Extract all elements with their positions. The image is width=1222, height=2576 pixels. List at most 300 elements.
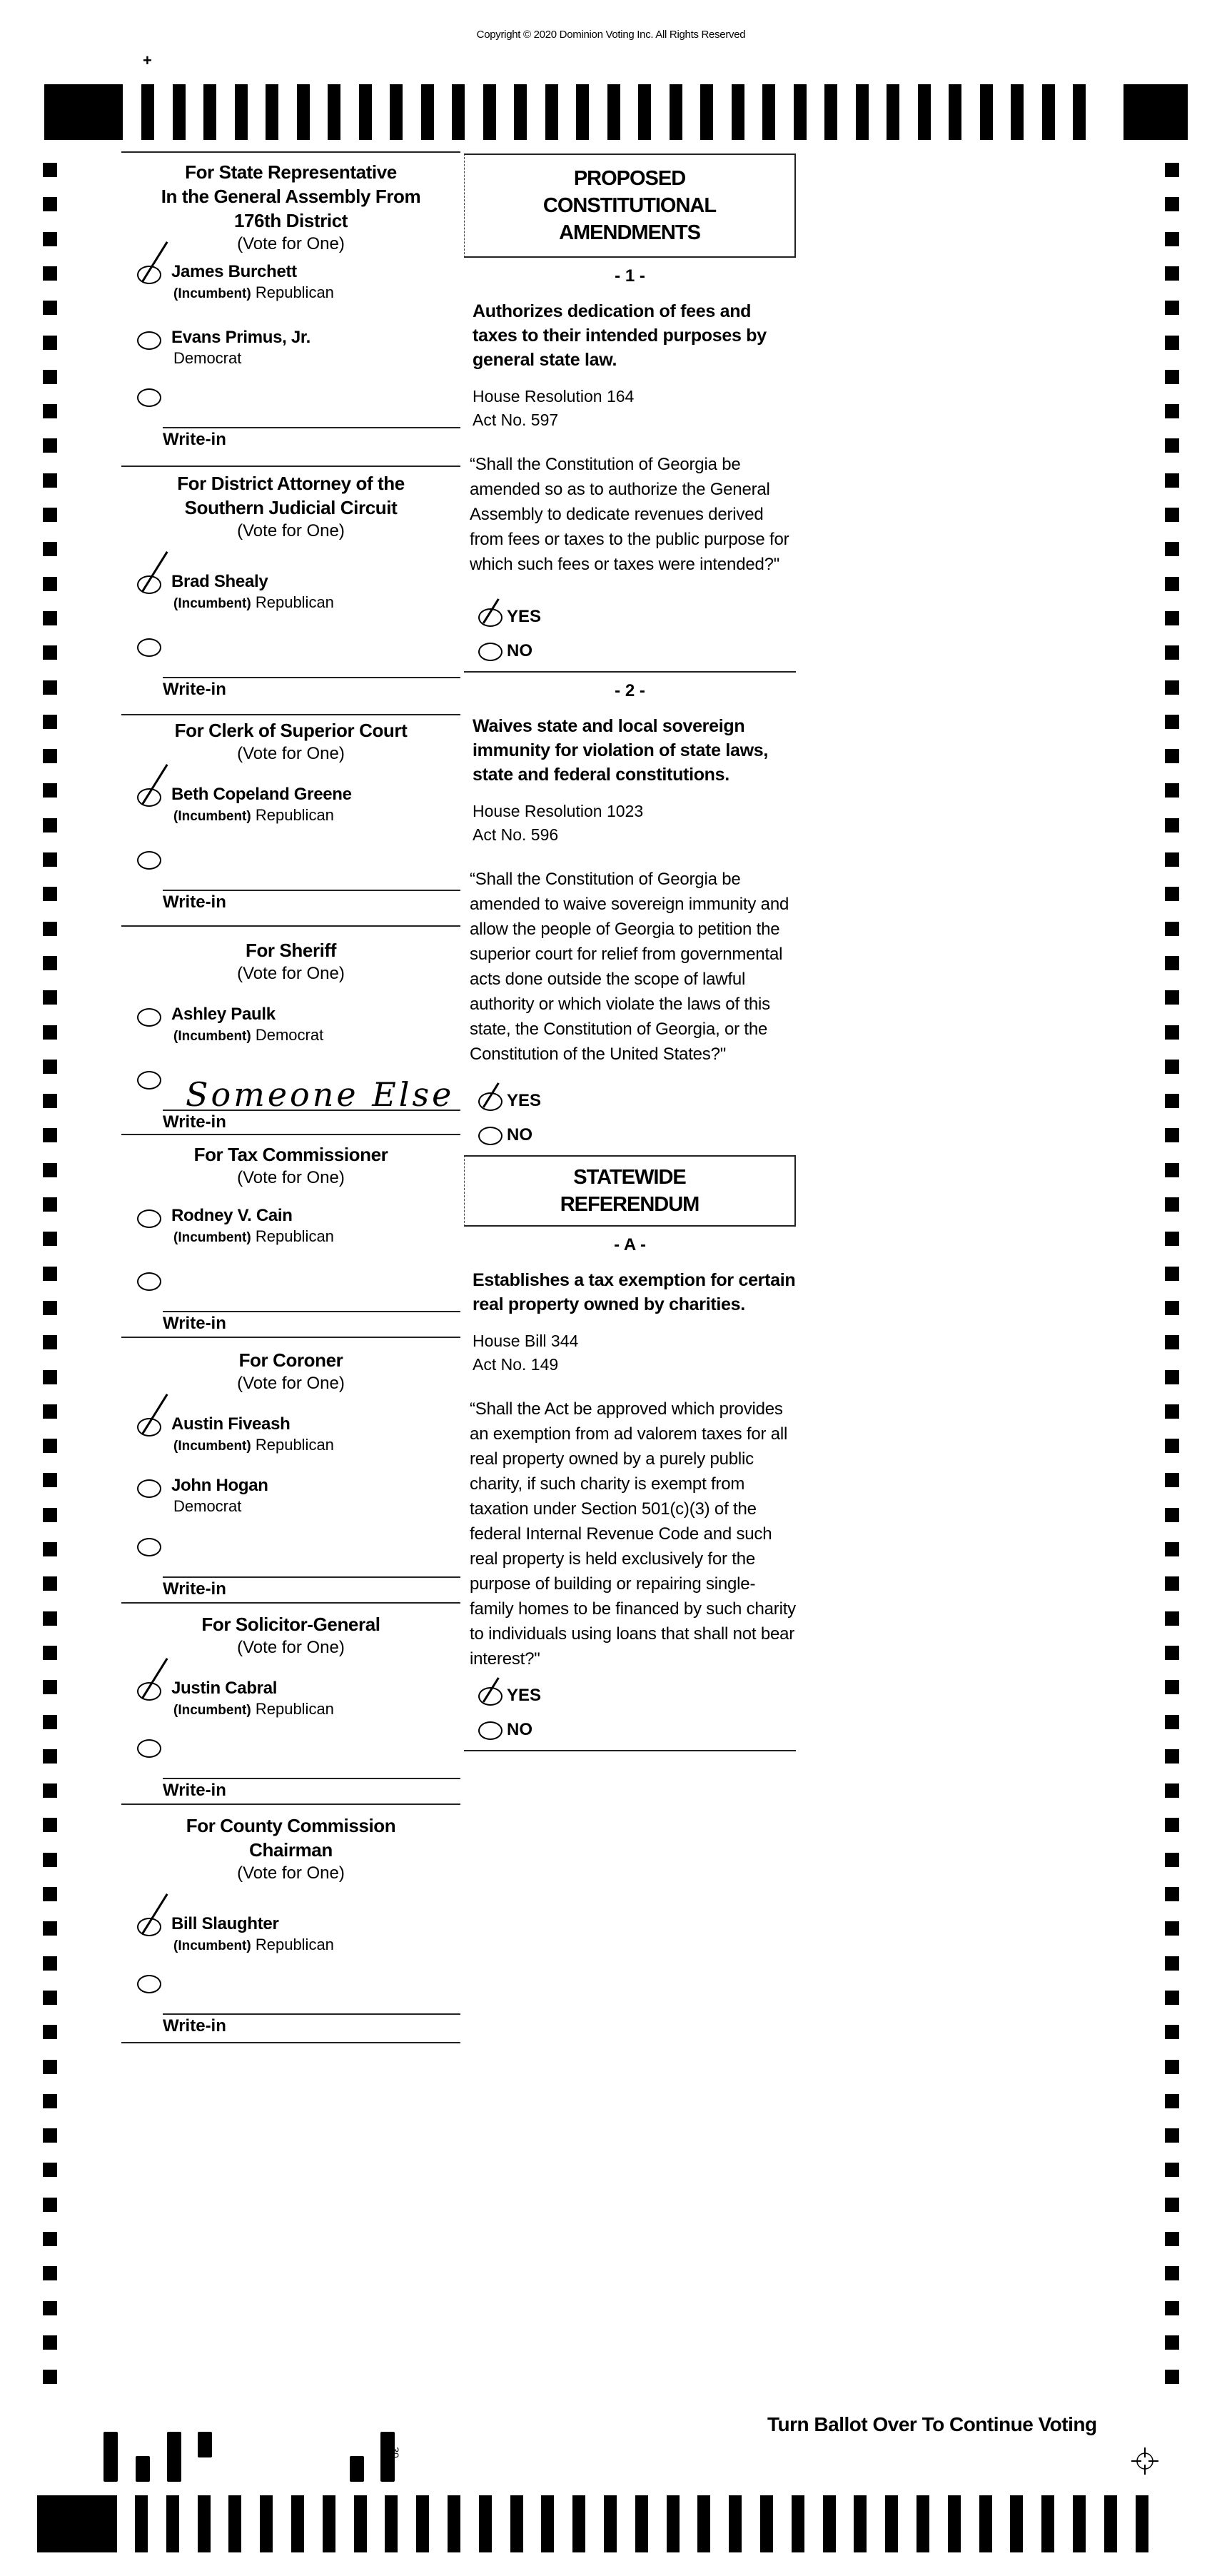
side-timing-mark bbox=[1165, 2025, 1179, 2039]
ballot-oval[interactable] bbox=[137, 388, 161, 407]
side-timing-mark bbox=[1165, 1060, 1179, 1074]
write-in-handwritten-value[interactable]: Someone Else bbox=[186, 1075, 455, 1114]
timing-mark bbox=[291, 2495, 304, 2552]
write-in-label: Write-in bbox=[163, 1314, 226, 1333]
side-timing-mark bbox=[1165, 956, 1179, 970]
timing-mark bbox=[390, 84, 403, 140]
side-timing-mark bbox=[43, 1301, 57, 1315]
timing-mark bbox=[328, 84, 340, 140]
timing-mark bbox=[166, 2495, 179, 2552]
side-timing-mark bbox=[1165, 197, 1179, 211]
side-timing-mark bbox=[43, 1715, 57, 1729]
write-in-line[interactable] bbox=[163, 2013, 460, 2015]
timing-mark bbox=[479, 2495, 492, 2552]
side-timing-mark bbox=[43, 1335, 57, 1349]
timing-mark bbox=[635, 2495, 648, 2552]
write-in-option[interactable] bbox=[121, 388, 460, 449]
side-timing-mark bbox=[43, 1128, 57, 1142]
measures-column bbox=[464, 154, 796, 1751]
write-in-line[interactable] bbox=[163, 677, 460, 678]
contest-county-commission-chairman bbox=[121, 1805, 460, 2043]
write-in-option[interactable] bbox=[121, 1739, 460, 1800]
side-timing-mark bbox=[1165, 1473, 1179, 1487]
ballot-oval[interactable] bbox=[137, 1272, 161, 1291]
candidate-party: Democrat bbox=[173, 1497, 242, 1515]
vote-for-instruction: (Vote for One) bbox=[237, 1863, 345, 1883]
side-timing-mark bbox=[43, 1439, 57, 1453]
write-in-option[interactable] bbox=[121, 1975, 460, 2036]
side-timing-mark bbox=[43, 2128, 57, 2143]
timing-mark bbox=[729, 2495, 742, 2552]
side-timing-mark bbox=[1165, 1542, 1179, 1556]
side-timing-mark bbox=[43, 715, 57, 729]
registration-target-icon bbox=[1131, 2447, 1158, 2475]
bottom-timing-marks bbox=[37, 2495, 1145, 2552]
timing-mark bbox=[135, 2495, 148, 2552]
contest-sheriff bbox=[121, 927, 460, 1135]
copyright-notice: Copyright © 2020 Dominion Voting Inc. All Rights Reserved bbox=[476, 29, 746, 41]
side-timing-mark bbox=[43, 1232, 57, 1246]
write-in-option[interactable] bbox=[121, 1538, 460, 1599]
side-timing-mark bbox=[1165, 2198, 1179, 2212]
timing-mark bbox=[760, 2495, 773, 2552]
party-label: Republican bbox=[255, 806, 334, 824]
ballot-oval[interactable] bbox=[137, 1008, 161, 1027]
contest-state-representative bbox=[121, 151, 460, 467]
side-timing-mark bbox=[43, 197, 57, 211]
incumbent-label: (Incumbent) bbox=[173, 1938, 251, 1953]
ballot-oval[interactable] bbox=[137, 1209, 161, 1228]
side-timing-mark bbox=[1165, 542, 1179, 556]
measure-reference-line: Act No. 149 bbox=[473, 1355, 559, 1374]
timing-mark bbox=[1041, 2495, 1054, 2552]
side-timing-mark bbox=[43, 1749, 57, 1764]
side-timing-mark bbox=[43, 956, 57, 970]
contest-title-line: For Tax Commissioner bbox=[193, 1144, 388, 1165]
write-in-option[interactable] bbox=[121, 638, 460, 699]
incumbent-label: (Incumbent) bbox=[173, 1439, 251, 1454]
measure-question: “Shall the Constitution of Georgia be amended to waive sovereign immunity and allow the people of Georgia to petition the superior court for relief from governmental acts done outside the scope of lawful authority or which violate the laws of this state, the Constitution of Georgia, or the Constitution of the United States?" bbox=[470, 870, 789, 1064]
side-timing-mark bbox=[43, 542, 57, 556]
write-in-line[interactable] bbox=[163, 1576, 460, 1578]
party-label: Republican bbox=[255, 1700, 334, 1718]
side-timing-mark bbox=[43, 2060, 57, 2074]
timing-mark bbox=[1042, 84, 1055, 140]
candidate-option[interactable] bbox=[121, 784, 460, 830]
timing-mark bbox=[762, 84, 775, 140]
timing-mark bbox=[948, 2495, 961, 2552]
timing-mark bbox=[823, 2495, 836, 2552]
referendum-a bbox=[464, 1235, 796, 1751]
timing-mark bbox=[887, 84, 899, 140]
candidate-name: Austin Fiveash bbox=[171, 1414, 291, 1434]
side-timing-mark bbox=[1165, 2266, 1179, 2280]
side-timing-mark bbox=[1165, 715, 1179, 729]
timing-mark bbox=[385, 2495, 398, 2552]
timing-mark bbox=[794, 84, 807, 140]
contest-title-line: In the General Assembly From bbox=[161, 186, 421, 207]
side-timing-mark bbox=[1165, 1404, 1179, 1419]
candidate-option[interactable] bbox=[121, 571, 460, 617]
contest-title-line: 176th District bbox=[233, 210, 348, 231]
timing-mark bbox=[541, 2495, 554, 2552]
code-bar bbox=[103, 2432, 118, 2482]
timing-mark bbox=[228, 2495, 241, 2552]
ballot-oval[interactable] bbox=[137, 1479, 161, 1498]
ballot-oval[interactable] bbox=[478, 643, 503, 661]
incumbent-label: (Incumbent) bbox=[173, 809, 251, 824]
side-timing-mark bbox=[43, 404, 57, 418]
measure-number: - A - bbox=[614, 1235, 646, 1254]
ballot-oval[interactable] bbox=[137, 1975, 161, 1993]
write-in-line[interactable] bbox=[163, 1110, 460, 1111]
side-timing-mark bbox=[43, 1680, 57, 1694]
side-timing-mark bbox=[1165, 301, 1179, 315]
timing-mark bbox=[260, 2495, 273, 2552]
timing-mark bbox=[359, 84, 372, 140]
side-timing-mark bbox=[1165, 1991, 1179, 2005]
write-in-label: Write-in bbox=[163, 1112, 226, 1132]
timing-mark bbox=[448, 2495, 460, 2552]
candidate-option[interactable] bbox=[121, 1205, 460, 1251]
contests-column bbox=[121, 151, 460, 2043]
side-timing-mark bbox=[1165, 1853, 1179, 1867]
registration-mark-icon: + bbox=[143, 51, 152, 69]
side-timing-mark bbox=[1165, 577, 1179, 591]
ballot-oval-marked[interactable] bbox=[478, 608, 503, 627]
ballot-oval[interactable] bbox=[137, 1739, 161, 1758]
side-timing-mark bbox=[1165, 508, 1179, 522]
measure-reference-line: House Resolution 164 bbox=[473, 387, 635, 406]
measure-reference bbox=[464, 1329, 796, 1377]
measure-number: - 2 - bbox=[615, 681, 645, 700]
party-label: Republican bbox=[255, 593, 334, 611]
timing-mark bbox=[1011, 84, 1024, 140]
ballot-oval-marked[interactable] bbox=[478, 1687, 503, 1706]
contest-title bbox=[121, 1813, 460, 1862]
party-label: Republican bbox=[255, 1436, 334, 1454]
side-timing-mark bbox=[1165, 2335, 1179, 2350]
measure-title: Authorizes dedication of fees and taxes to their intended purposes by general state law. bbox=[473, 301, 767, 370]
ballot-oval-marked[interactable] bbox=[478, 1092, 503, 1111]
side-timing-mark bbox=[43, 2163, 57, 2177]
timing-mark bbox=[1073, 2495, 1086, 2552]
side-timing-mark bbox=[1165, 1783, 1179, 1798]
timing-mark bbox=[856, 84, 869, 140]
candidate-party bbox=[171, 1025, 460, 1047]
candidate-option[interactable] bbox=[121, 1913, 460, 1959]
candidate-option[interactable] bbox=[121, 1004, 460, 1050]
timing-mark bbox=[1010, 2495, 1023, 2552]
write-in-label: Write-in bbox=[163, 1781, 226, 1800]
write-in-option[interactable] bbox=[121, 1272, 460, 1333]
timing-mark bbox=[416, 2495, 429, 2552]
side-timing-mark bbox=[43, 2266, 57, 2280]
contest-title-line: For County Commission bbox=[186, 1815, 396, 1836]
ballot-oval[interactable] bbox=[478, 1127, 503, 1145]
side-timing-mark bbox=[43, 1991, 57, 2005]
side-timing-mark bbox=[1165, 783, 1179, 798]
contest-coroner bbox=[121, 1338, 460, 1604]
ballot-oval[interactable] bbox=[137, 638, 161, 657]
candidate-name: Bill Slaughter bbox=[171, 1914, 279, 1933]
side-timing-mark bbox=[1165, 922, 1179, 936]
contest-clerk-superior-court bbox=[121, 715, 460, 927]
ballot-oval-marked[interactable] bbox=[137, 1418, 161, 1437]
side-timing-mark bbox=[1165, 1370, 1179, 1384]
side-timing-mark bbox=[43, 232, 57, 246]
candidate-name: John Hogan bbox=[171, 1476, 268, 1495]
side-timing-mark bbox=[43, 370, 57, 384]
timing-mark bbox=[198, 2495, 211, 2552]
candidate-name: James Burchett bbox=[171, 262, 297, 281]
side-timing-mark bbox=[43, 2335, 57, 2350]
side-timing-mark bbox=[43, 1853, 57, 1867]
ballot-oval[interactable] bbox=[137, 331, 161, 350]
measure-reference bbox=[464, 800, 796, 847]
candidate-option[interactable] bbox=[121, 1414, 460, 1459]
write-in-option[interactable] bbox=[121, 1071, 460, 1132]
incumbent-label: (Incumbent) bbox=[173, 1230, 251, 1245]
amendment-1 bbox=[464, 266, 796, 673]
no-option[interactable] bbox=[464, 1720, 796, 1740]
incumbent-label: (Incumbent) bbox=[173, 596, 251, 611]
write-in-line[interactable] bbox=[163, 427, 460, 428]
party-label: Republican bbox=[255, 1936, 334, 1953]
timing-mark bbox=[697, 2495, 710, 2552]
side-timing-mark bbox=[1165, 1335, 1179, 1349]
vote-for-instruction: (Vote for One) bbox=[237, 744, 345, 763]
side-timing-mark bbox=[1165, 1646, 1179, 1660]
candidate-party: Democrat bbox=[173, 349, 242, 367]
candidate-option[interactable] bbox=[121, 1475, 460, 1521]
side-timing-mark bbox=[1165, 887, 1179, 901]
side-timing-mark bbox=[1165, 1611, 1179, 1626]
write-in-label: Write-in bbox=[163, 2016, 226, 2036]
side-timing-mark bbox=[43, 577, 57, 591]
ballot-oval[interactable] bbox=[137, 1538, 161, 1556]
side-timing-mark bbox=[1165, 2060, 1179, 2074]
no-option[interactable] bbox=[464, 1125, 796, 1145]
measure-number: - 1 - bbox=[615, 266, 645, 286]
yes-option[interactable] bbox=[464, 1091, 796, 1111]
write-in-option[interactable] bbox=[121, 851, 460, 912]
side-timing-mark bbox=[1165, 1749, 1179, 1764]
measure-title: Establishes a tax exemption for certain real property owned by charities. bbox=[473, 1270, 796, 1314]
timing-mark bbox=[604, 2495, 617, 2552]
side-timing-mark bbox=[1165, 611, 1179, 625]
timing-mark bbox=[638, 84, 651, 140]
side-timing-mark bbox=[1165, 1094, 1179, 1108]
timing-mark bbox=[979, 2495, 992, 2552]
side-timing-mark bbox=[1165, 1818, 1179, 1832]
ballot-oval-marked[interactable] bbox=[137, 1918, 161, 1936]
candidate-party bbox=[171, 1435, 460, 1456]
side-timing-mark bbox=[1165, 1680, 1179, 1694]
timing-mark bbox=[949, 84, 961, 140]
side-timing-mark bbox=[1165, 2301, 1179, 2315]
candidate-option[interactable] bbox=[121, 327, 460, 373]
ballot-oval-marked[interactable] bbox=[137, 788, 161, 807]
side-timing-mark bbox=[1165, 1715, 1179, 1729]
side-timing-mark bbox=[1165, 1439, 1179, 1453]
timing-mark bbox=[732, 84, 744, 140]
ballot-oval-marked[interactable] bbox=[137, 575, 161, 594]
side-timing-mark bbox=[1165, 2163, 1179, 2177]
top-timing-marks bbox=[44, 84, 1188, 140]
contest-title-line: For Solicitor-General bbox=[201, 1614, 380, 1635]
candidate-name: Brad Shealy bbox=[171, 572, 268, 591]
section-header-line: CONSTITUTIONAL bbox=[542, 194, 717, 217]
write-in-line[interactable] bbox=[163, 1778, 460, 1779]
candidate-option[interactable] bbox=[121, 261, 460, 307]
side-timing-mark bbox=[43, 1197, 57, 1212]
candidate-name: Ashley Paulk bbox=[171, 1005, 276, 1024]
contest-title bbox=[121, 1348, 460, 1372]
vote-for-instruction: (Vote for One) bbox=[237, 1168, 345, 1187]
side-timing-mark bbox=[43, 922, 57, 936]
vote-for-instruction: (Vote for One) bbox=[237, 1374, 345, 1393]
contest-title bbox=[121, 718, 460, 743]
ballot-oval[interactable] bbox=[137, 1071, 161, 1090]
amendment-2 bbox=[464, 681, 796, 1145]
side-timing-mark bbox=[1165, 1197, 1179, 1212]
side-timing-mark bbox=[1165, 473, 1179, 488]
side-timing-mark bbox=[1165, 370, 1179, 384]
contest-title bbox=[121, 938, 460, 962]
timing-mark bbox=[545, 84, 558, 140]
no-label: NO bbox=[507, 1720, 532, 1739]
contest-title bbox=[121, 160, 460, 233]
side-timing-mark bbox=[43, 1404, 57, 1419]
timing-mark bbox=[173, 84, 186, 140]
side-timing-mark bbox=[1165, 749, 1179, 763]
timing-mark bbox=[916, 2495, 929, 2552]
ballot-oval-marked[interactable] bbox=[137, 1682, 161, 1701]
candidate-option[interactable] bbox=[121, 1678, 460, 1724]
side-timing-mark bbox=[43, 1783, 57, 1798]
timing-mark bbox=[572, 2495, 585, 2552]
measure-reference-line: House Bill 344 bbox=[473, 1332, 579, 1350]
measure-reference bbox=[464, 385, 796, 432]
write-in-line[interactable] bbox=[163, 1311, 460, 1312]
contest-title-line: For District Attorney of the bbox=[177, 473, 405, 494]
code-bar bbox=[350, 2456, 364, 2482]
incumbent-label: (Incumbent) bbox=[173, 286, 251, 301]
ballot-oval[interactable] bbox=[478, 1721, 503, 1740]
side-timing-mark bbox=[43, 1921, 57, 1936]
candidate-name: Rodney V. Cain bbox=[171, 1206, 293, 1225]
contest-title-line: Southern Judicial Circuit bbox=[184, 497, 398, 518]
write-in-label: Write-in bbox=[163, 1579, 226, 1599]
amendments-header bbox=[464, 154, 796, 258]
side-timing-mark bbox=[43, 1818, 57, 1832]
contest-title bbox=[121, 471, 460, 520]
measure-title: Waives state and local sovereign immunity for violation of state laws, state and federal constitutions. bbox=[473, 716, 768, 785]
side-timing-mark bbox=[43, 1370, 57, 1384]
write-in-line[interactable] bbox=[163, 890, 460, 891]
side-timing-mark bbox=[1165, 680, 1179, 695]
side-timing-mark bbox=[43, 1887, 57, 1901]
timing-mark bbox=[792, 2495, 804, 2552]
no-label: NO bbox=[507, 641, 532, 660]
vote-for-instruction: (Vote for One) bbox=[237, 964, 345, 983]
contest-title bbox=[121, 1142, 460, 1167]
timing-mark bbox=[235, 84, 248, 140]
side-timing-mark bbox=[1165, 438, 1179, 453]
measure-question: “Shall the Constitution of Georgia be amended so as to authorize the General Assembly to dedicate revenues derived from fees or taxes to the public purpose for which such fees or taxes were intended?" bbox=[470, 455, 789, 574]
section-divider bbox=[464, 671, 796, 673]
timing-mark bbox=[203, 84, 216, 140]
side-timing-mark bbox=[1165, 1232, 1179, 1246]
yes-label: YES bbox=[507, 1686, 542, 1705]
code-bar bbox=[198, 2432, 212, 2457]
side-timing-mark bbox=[1165, 163, 1179, 177]
side-timing-mark bbox=[1165, 645, 1179, 660]
yes-option[interactable] bbox=[464, 607, 796, 627]
vote-for-instruction: (Vote for One) bbox=[237, 234, 345, 253]
side-timing-mark bbox=[43, 1025, 57, 1040]
party-label: Democrat bbox=[255, 1026, 324, 1044]
contest-title-line: For State Representative bbox=[185, 161, 397, 183]
section-header-line: STATEWIDE bbox=[573, 1166, 686, 1189]
side-timing-mark bbox=[43, 508, 57, 522]
side-timing-mark bbox=[43, 1094, 57, 1108]
side-timing-mark bbox=[1165, 1301, 1179, 1315]
ballot-oval-marked[interactable] bbox=[137, 266, 161, 284]
side-timing-mark bbox=[43, 680, 57, 695]
ballot-oval[interactable] bbox=[137, 851, 161, 870]
vote-for-instruction: (Vote for One) bbox=[237, 521, 345, 540]
timing-mark bbox=[885, 2495, 898, 2552]
side-timing-mark bbox=[43, 1611, 57, 1626]
contest-district-attorney bbox=[121, 467, 460, 715]
side-timing-mark bbox=[1165, 2370, 1179, 2384]
timing-mark bbox=[297, 84, 310, 140]
side-timing-mark bbox=[43, 887, 57, 901]
timing-mark bbox=[854, 2495, 867, 2552]
side-timing-mark bbox=[43, 1060, 57, 1074]
side-timing-mark bbox=[43, 611, 57, 625]
side-timing-mark bbox=[43, 2094, 57, 2108]
side-timing-mark bbox=[43, 749, 57, 763]
section-header-line: REFERENDUM bbox=[560, 1193, 700, 1216]
side-timing-mark bbox=[43, 2198, 57, 2212]
code-bar bbox=[167, 2432, 181, 2482]
timing-mark bbox=[670, 84, 682, 140]
side-timing-mark bbox=[43, 1163, 57, 1177]
no-option[interactable] bbox=[464, 641, 796, 661]
section-header-line: PROPOSED bbox=[573, 167, 686, 190]
party-label: Republican bbox=[255, 1227, 334, 1245]
write-in-label: Write-in bbox=[163, 892, 226, 912]
timing-mark bbox=[1123, 84, 1188, 140]
measure-reference-line: Act No. 597 bbox=[473, 411, 559, 429]
side-timing-mark bbox=[43, 2301, 57, 2315]
contest-title-line: Chairman bbox=[249, 1839, 333, 1861]
timing-mark bbox=[700, 84, 713, 140]
section-divider bbox=[464, 1750, 796, 1751]
side-timing-mark bbox=[43, 2025, 57, 2039]
side-timing-mark bbox=[1165, 2232, 1179, 2246]
side-timing-mark bbox=[1165, 1128, 1179, 1142]
yes-option[interactable] bbox=[464, 1686, 796, 1706]
timing-mark bbox=[37, 2495, 117, 2552]
side-timing-mark bbox=[43, 645, 57, 660]
candidate-party bbox=[171, 1227, 460, 1248]
side-timing-mark bbox=[43, 1646, 57, 1660]
side-timing-mark bbox=[1165, 852, 1179, 867]
